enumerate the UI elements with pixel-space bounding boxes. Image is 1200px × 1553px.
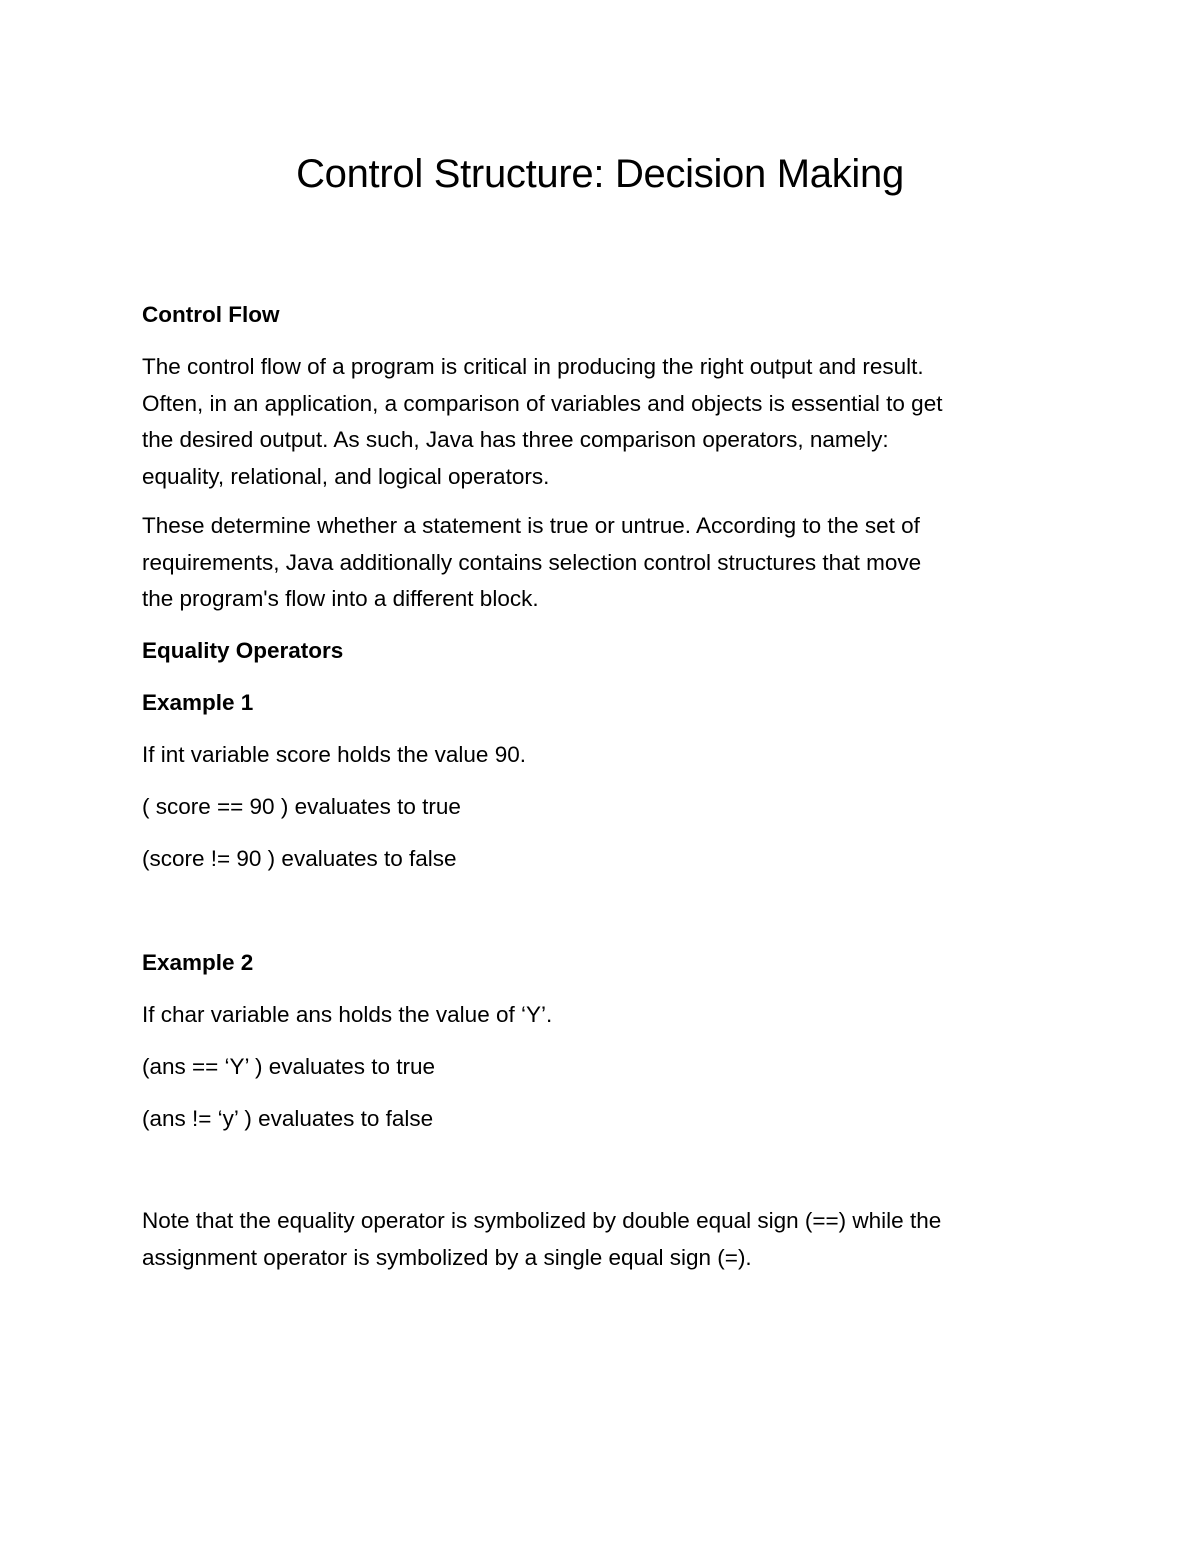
example-1-line-1: ( score == 90 ) evaluates to true <box>142 794 461 819</box>
paragraph-line: requirements, Java additionally contains selection control structures that move <box>142 549 922 575</box>
example-1-intro: If int variable score holds the value 90. <box>142 742 526 767</box>
example-2-heading: Example 2 <box>142 950 254 975</box>
paragraph-line: equality, relational, and logical operators. <box>142 463 550 489</box>
paragraph-line: These determine whether a statement is true or untrue. According to the set of <box>142 513 920 538</box>
control-flow-paragraph-2 <box>142 508 1062 618</box>
paragraph-line: Note that the equality operator is symbolized by double equal sign (==) while the <box>142 1208 942 1233</box>
example-2-line-2: (ans != ‘y’ ) evaluates to false <box>142 1106 434 1131</box>
control-flow-heading: Control Flow <box>142 302 280 327</box>
control-flow-paragraph-1 <box>142 349 1062 495</box>
equality-operators-heading: Equality Operators <box>142 638 344 663</box>
example-2-intro: If char variable ans holds the value of ‘Y’. <box>142 1002 553 1027</box>
example-1-heading: Example 1 <box>142 690 254 715</box>
note-paragraph <box>142 1203 1062 1276</box>
paragraph-line: Often, in an application, a comparison of variables and objects is essential to get <box>142 390 943 416</box>
example-2-line-1: (ans == ‘Y’ ) evaluates to true <box>142 1054 436 1079</box>
paragraph-line: the desired output. As such, Java has three comparison operators, namely: <box>142 427 889 452</box>
document-title: Control Structure: Decision Making <box>296 152 904 196</box>
paragraph-line: the program's flow into a different block. <box>142 586 539 611</box>
paragraph-line: assignment operator is symbolized by a single equal sign (=). <box>142 1244 752 1270</box>
paragraph-line: The control flow of a program is critical in producing the right output and result. <box>142 354 924 379</box>
example-1-line-2: (score != 90 ) evaluates to false <box>142 846 457 871</box>
